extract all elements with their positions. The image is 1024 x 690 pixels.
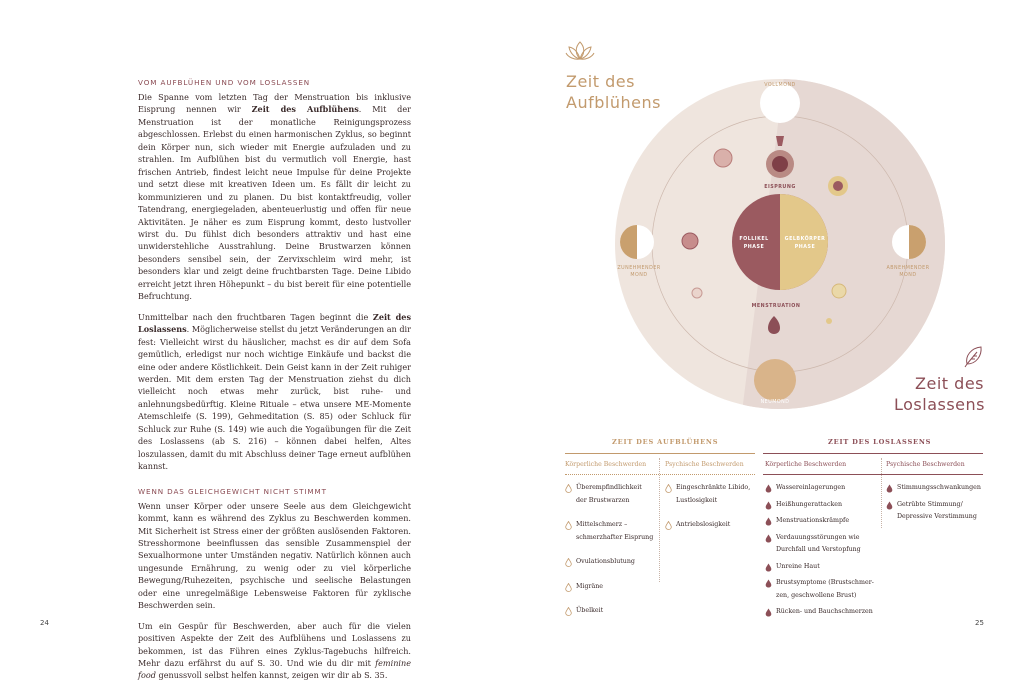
complaint-item-line: Antriebslosigkeit [676, 521, 731, 528]
complaint-item [776, 515, 849, 528]
complaint-item-line: Migräne [576, 582, 604, 590]
text-run: Um ein Gespür für Beschwerden, aber auch für die vielen positiven Aspekte der Zeit des Aufblühens und Loslassens zu bekommen, ist das Führen eines Zyklus-Tagebuchs hilfreich. Mehr dazu erfährst du auf S. 30. Und wie du dir mit [138, 620, 411, 669]
rule-release-sub [763, 474, 983, 475]
col-head-release-psychic: Psychische Beschwerden [886, 461, 965, 468]
complaint-item-line: Stimmungsschwankungen [897, 484, 981, 491]
complaint-item-line: Mittelschmerz – [576, 521, 628, 528]
drop-bullet-icon [565, 607, 572, 616]
complaint-item [576, 581, 603, 594]
drop-bullet-icon [765, 501, 772, 510]
drop-bullet-icon [886, 501, 893, 510]
col-head-bloom-psychic: Psychische Beschwerden [665, 461, 744, 468]
complaint-item-line: Lustlosigkeit [676, 496, 718, 504]
complaint-item [776, 577, 874, 602]
text-run: Unmittelbar nach den fruchtbaren Tagen beginnt die [138, 311, 373, 322]
paragraph-balance [138, 500, 411, 612]
col-head-release-physical: Körperliche Beschwerden [765, 461, 847, 468]
complaint-item-line: Eingeschränkte Libido, [676, 484, 751, 491]
label-new-moon: NEUMOND [760, 400, 790, 405]
title-release-line2: Loslassens [894, 395, 985, 414]
drop-bullet-icon [565, 484, 572, 493]
italic-run: feminine food [138, 658, 411, 681]
follicle-icon-2 [682, 233, 698, 249]
complaint-item-line: Unreine Haut [776, 562, 820, 570]
paragraph-release [138, 311, 411, 473]
text-run: . Möglicherweise stellst du jetzt Veränderungen an dir fest: Vielleicht wirst du häuslicher, machst es dir auf dem Sofa gemütlich, erledigst nur noch wichtige Einkäufe und backst die eine oder andere Köstlichkeit. Dein Geist kann in der Zeit ruhiger werden. Mit dem ersten Tag der Menstruation ziehst du dich vielleicht noch etwas mehr zurück, bist ruhe- und anlehnungsbedürftig. Kleine Rituale – etwa unsere ME-Momente Atemschleife (S. 199), Gehmeditation (S. 85) oder Schluck für Schluck zur Ruhe (S. 149) wie auch die Yogaübungen für die Zeit des Loslassens (ab S. 216) – können dabei helfen, Altes loszulassen, damit du mit Abschluss deiner Tage erneut aufblühen kannst. [138, 324, 411, 472]
complaint-item-line: Verdauungsstörungen wie [776, 533, 860, 541]
label-waxing-moon-2: MOND [630, 273, 648, 278]
section-heading-balance: WENN DAS GLEICHGEWICHT NICHT STIMMT [138, 486, 327, 496]
text-run: Die Spanne vom letzten Tag der Menstruation bis inklusive Eisprung nennen wir [138, 92, 411, 115]
section-heading-bloom-release: VOM AUFBLÜHEN UND VOM LOSLASSEN [138, 78, 311, 87]
label-menstruation: MENSTRUATION [751, 304, 801, 309]
col-separator-1 [659, 458, 660, 582]
corpus-luteum-icon-3 [826, 318, 832, 324]
rule-release [763, 453, 983, 454]
label-corpus-1: GELBKÖRPER [784, 237, 826, 242]
label-corpus-2: PHASE [794, 245, 816, 250]
complaint-item-line: schmerzhafter Eisprung [576, 533, 654, 541]
drop-bullet-icon [765, 517, 772, 526]
complaint-item [776, 499, 842, 512]
rule-bloom-sub [565, 474, 755, 476]
complaint-item-line: Rücken- und Bauchschmerzen [776, 608, 873, 615]
follicle-icon-1 [714, 149, 732, 167]
drop-bullet-icon [665, 521, 672, 530]
complaint-item [776, 561, 820, 574]
label-waning-moon-1: ABNEHMENDER [886, 266, 930, 271]
complaint-item-line: Ovulationsblutung [576, 558, 635, 565]
table-heading-release: ZEIT DES LOSLASSENS [828, 438, 932, 446]
text-run: Wenn unser Körper oder unsere Seele aus dem Gleichgewicht kommt, kann es während des Zyklus zu Beschwerden kommen. Mit Sicherheit ist Stress einer der größten auslösenden Faktoren. Stresshormone beeinflussen das sensible Zusammenspiel der Sexualhormone unter Umständen negativ. Natürlich können auch ungesunde Ernährung, zu wenig oder zu viel körperliche Bewegung/Ruhezeiten, psychische und seelische Belastungen oder eine unregelmäßige Lebensweise Faktoren für zyklische Beschwerden sein. [138, 500, 411, 611]
drop-bullet-icon [765, 563, 772, 572]
title-bloom-line2: Aufblühens [566, 93, 661, 112]
complaint-item [776, 482, 845, 495]
drop-bullet-icon [565, 521, 572, 530]
complaint-item [776, 606, 873, 619]
title-bloom-line1: Zeit des [566, 72, 635, 91]
complaint-item-line: Menstruationskrämpfe [776, 517, 850, 524]
complaint-item [576, 482, 642, 507]
drop-bullet-icon [765, 534, 772, 543]
label-full-moon: VOLLMOND [764, 83, 796, 88]
complaint-item-line: Durchfall und Verstopfung [776, 546, 861, 553]
drop-bullet-icon [565, 583, 572, 592]
waning-moon-icon [892, 225, 926, 259]
label-ovulation: EISPRUNG [764, 185, 796, 190]
title-release-line1: Zeit des [915, 374, 984, 393]
complaint-item-line: Brustsymptome (Brustschmer- [776, 579, 874, 586]
complaint-item [576, 556, 635, 569]
page-number-right: 25 [975, 619, 984, 627]
complaint-item-line: Wassereinlagerungen [776, 484, 846, 491]
text-run: . Mit der Menstruation ist der monatliche Reinigungsprozess abgeschlossen. Erlebst du einen harmonischen Zyklus, so beginnt dein Körper nun, sich wieder mit Energie aufzuladen und zu strahlen. Im Aufblühen bist du vermutlich voll Energie, hast frischen Antrieb, findest leicht neue Impulse für deine Projekte und setzt diese mit kreativen Ideen um. Es fällt dir leicht zu kommunizieren und zu planen. Du bist kontaktfreudig, voller Tatendrang, energiegeladen, abenteuerlustig und offen für neue Aktivitäten. Je näher es zum Eisprung kommt, desto lustvoller wirst du. Du fühlst dich besonders attraktiv und hast eine unwiderstehliche Ausstrahlung. Deine Brustwarzen können besonders sensibel sein, der Zervixschleim wird mehr, ist besonders klar und zeigt deine fruchtbarsten Tage. Deine Libido erreicht jetzt ihren Höhepunkt – du bist bereit für eine potentielle Befruchtung. [138, 104, 411, 302]
bold-run: Zeit des Loslassens [138, 311, 411, 335]
drop-bullet-icon [886, 484, 893, 493]
page-number-left: 24 [40, 619, 49, 627]
drop-bullet-icon [565, 558, 572, 567]
col-separator-2 [881, 458, 882, 528]
complaint-item [676, 482, 750, 507]
table-heading-bloom: ZEIT DES AUFBLÜHENS [612, 438, 719, 446]
drop-bullet-icon [765, 484, 772, 493]
waxing-moon-icon [620, 225, 654, 259]
paragraph-diary [138, 620, 411, 682]
complaint-item-line: Übelkeit [576, 607, 604, 614]
complaint-item [897, 482, 981, 495]
complaint-item [776, 532, 861, 557]
bold-run: Zeit des Aufblühens [251, 104, 359, 115]
follicle-icon-3 [692, 288, 702, 298]
complaint-item-line: Depressive Verstimmung [897, 513, 977, 520]
complaint-item-line: zen, geschwollene Brust) [776, 591, 857, 599]
rule-bloom [565, 453, 755, 454]
full-moon-icon [760, 83, 800, 123]
complaint-item [576, 519, 653, 544]
new-moon-icon [754, 359, 796, 401]
text-run: genussvoll selbst helfen kannst, zeigen wir dir ab S. 35. [155, 670, 388, 681]
complaint-item [576, 605, 603, 618]
label-follicle-1: FOLLIKEL [739, 237, 769, 242]
label-waxing-moon-1: ZUNEHMENDER [617, 266, 661, 271]
left-page-text [138, 78, 411, 690]
complaint-item-line: der Brustwarzen [576, 496, 630, 504]
col-head-bloom-physical: Körperliche Beschwerden [565, 461, 647, 468]
cycle-diagram [612, 76, 948, 412]
leaf-icon [963, 344, 985, 368]
complaint-item [676, 519, 730, 532]
drop-bullet-icon [765, 579, 772, 588]
complaint-item-line: Getrübte Stimmung/ [897, 500, 963, 508]
label-follicle-2: PHASE [743, 245, 765, 250]
lotus-icon [565, 39, 595, 63]
complaint-item-line: Überempfindlichkeit [576, 484, 642, 491]
complaint-item-line: Heißhungerattacken [776, 500, 843, 508]
paragraph-bloom [138, 91, 411, 303]
complaint-item [897, 499, 977, 524]
label-waning-moon-2: MOND [899, 273, 917, 278]
corpus-luteum-icon-2 [832, 284, 846, 298]
drop-bullet-icon [765, 608, 772, 617]
drop-bullet-icon [665, 484, 672, 493]
